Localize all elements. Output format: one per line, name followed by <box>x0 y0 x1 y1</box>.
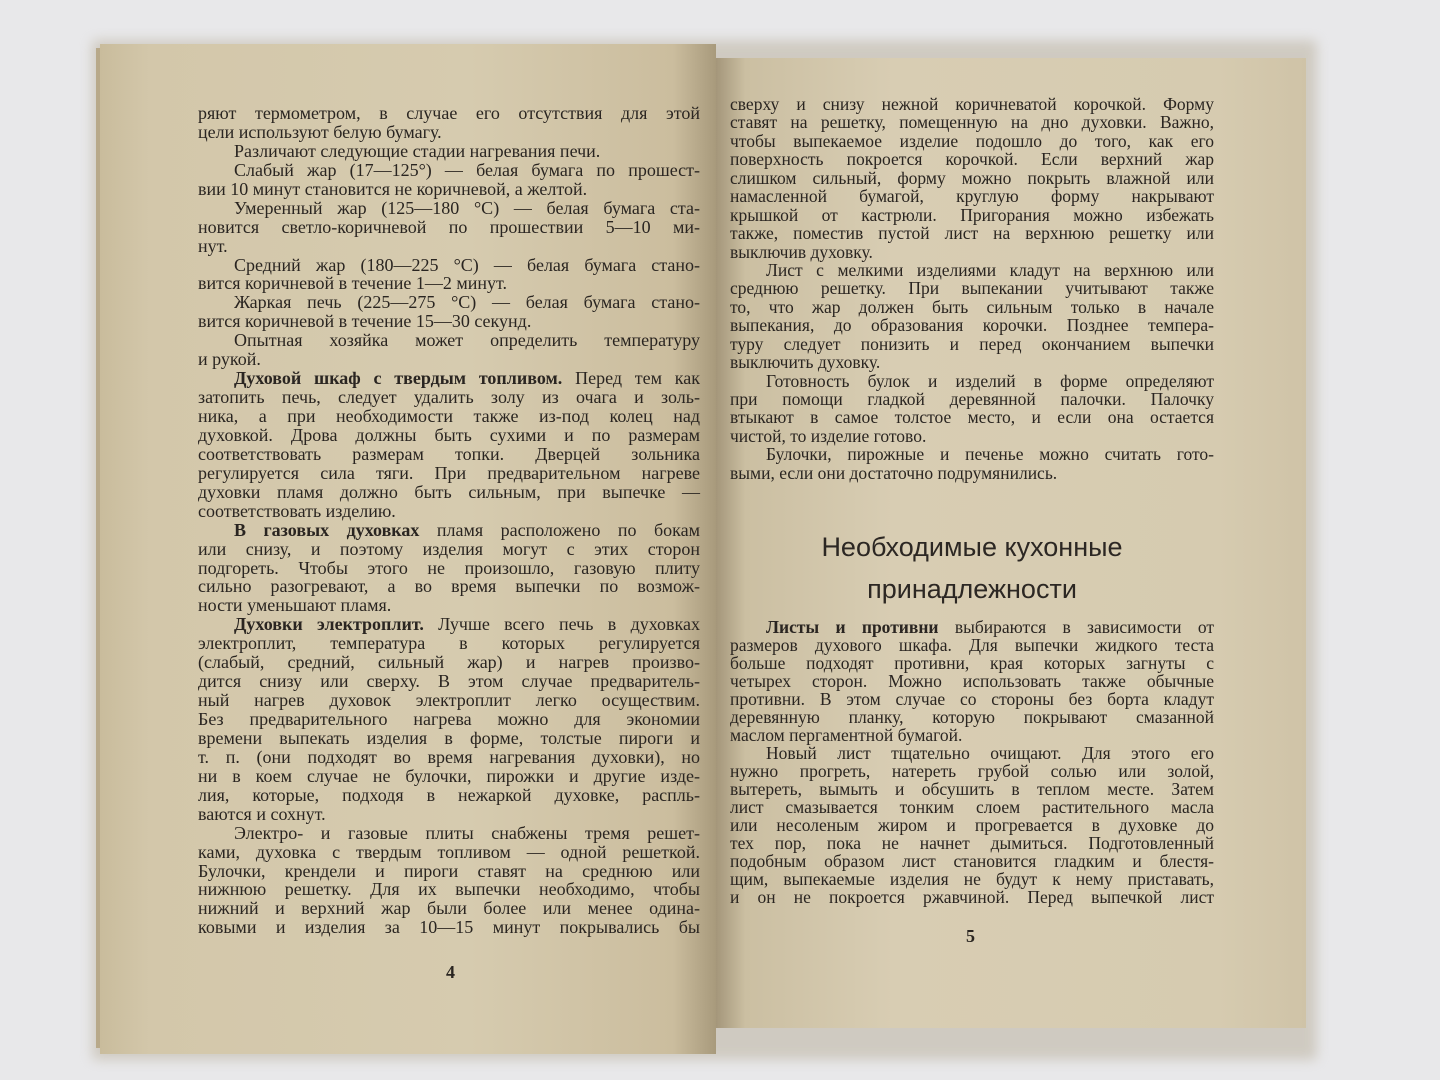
line-text: Новый лист тщательно очищают. Для этого его <box>766 743 1214 763</box>
text-line <box>198 293 700 312</box>
right-page-text-top <box>730 95 1214 482</box>
line-text: нижний и верхний жар были более или менее одина- <box>198 898 700 919</box>
line-text: ности уменьшают пламя. <box>198 595 392 616</box>
text-line <box>198 729 700 748</box>
line-text: Готовность булок и изделий в форме определяют <box>766 370 1214 391</box>
text-line <box>198 634 700 653</box>
line-text: времени выпекать изделия в форме, толстые пироги и <box>198 727 700 748</box>
text-line <box>730 726 1214 744</box>
text-line <box>198 843 700 862</box>
bold-run-in-heading: Духовки электроплит. <box>234 614 424 635</box>
line-text: Перед тем как <box>562 368 700 389</box>
text-line <box>730 335 1214 353</box>
line-text: щим, выпекаемые изделия не будут к нему приставать, <box>730 869 1214 889</box>
line-text: (слабый, средний, сильный жар) и нагрев произво- <box>198 652 700 673</box>
line-text: и рукой. <box>198 349 261 370</box>
line-text: Без предварительного нагрева можно для экономии <box>198 709 700 729</box>
line-text: сверху и снизу нежной коричневатой корочкой. Форму <box>730 94 1214 114</box>
text-line <box>730 206 1214 224</box>
line-text: вится коричневой в течение 15—30 секунд. <box>198 311 532 332</box>
text-line <box>730 654 1214 672</box>
text-line <box>730 762 1214 780</box>
text-line <box>730 187 1214 205</box>
text-line <box>198 274 700 293</box>
bold-run-in-heading: Духовой шкаф с твердым топливом. <box>234 368 563 389</box>
text-line <box>198 577 700 596</box>
line-text: Умеренный жар (125—180 °С) — белая бумага ста- <box>234 197 700 218</box>
text-line <box>198 199 700 218</box>
line-text: ряют термометром, в случае его отсутствия для этой <box>198 103 700 123</box>
text-line <box>198 596 700 615</box>
line-text: Лист с мелкими изделиями кладут на верхнюю или <box>766 259 1214 280</box>
text-line <box>198 123 700 142</box>
line-text: сильно разогревают, а во время выпечки по возмож- <box>198 576 700 597</box>
text-line <box>730 353 1214 371</box>
text-line <box>198 142 700 161</box>
line-text: чистой, то изделие готово. <box>730 425 927 446</box>
line-text: тех пор, пока не начнет дымиться. Подготовленный <box>730 833 1214 853</box>
text-line <box>198 653 700 672</box>
right-page-text-bottom <box>730 618 1214 906</box>
text-line <box>730 780 1214 798</box>
text-line <box>198 218 700 237</box>
line-text: четырех сторон. Можно использовать также обычные <box>730 671 1214 691</box>
line-text: электроплит, температура в которых регулируется <box>198 633 700 654</box>
line-text: противни. В этом случае со стороны без борта кладут <box>730 689 1214 709</box>
text-line <box>198 256 700 275</box>
text-line <box>730 888 1214 906</box>
line-text: поверхность покроется корочкой. Если верхний жар <box>730 149 1214 170</box>
line-text: ваются и сохнут. <box>198 803 326 824</box>
text-line <box>730 298 1214 316</box>
line-text: вится коричневой в течение 1—2 минут. <box>198 273 508 294</box>
line-text: нут. <box>198 235 228 256</box>
text-line <box>198 672 700 691</box>
line-text: соответствовать размерам топки. Дверцей зольника <box>198 443 700 464</box>
line-text: или несоленым жиром и прогревается в духовке до <box>730 815 1214 835</box>
text-line <box>730 224 1214 242</box>
text-line <box>730 169 1214 187</box>
text-line <box>730 708 1214 726</box>
text-line <box>730 464 1214 482</box>
text-line <box>730 834 1214 852</box>
text-line <box>198 710 700 729</box>
line-text: подгореть. Чтобы этого не произошло, газовую плиту <box>198 557 700 578</box>
text-line <box>730 279 1214 297</box>
text-line <box>198 521 700 540</box>
text-line <box>198 786 700 805</box>
line-text: намасленной бумагой, круглую форму накрывают <box>730 186 1214 207</box>
text-line <box>198 161 700 180</box>
text-line <box>730 150 1214 168</box>
line-text: ставят на решетку, помещенную на дно духовки. Важно, <box>730 112 1214 133</box>
line-text: то, что жар должен быть сильным только в начале <box>730 296 1214 317</box>
text-line <box>730 390 1214 408</box>
text-line <box>198 748 700 767</box>
line-text: чтобы выпекаемое изделие подошло до того, как его <box>730 130 1214 151</box>
text-line <box>730 243 1214 261</box>
page-number-right: 5 <box>966 926 975 946</box>
text-line <box>730 372 1214 390</box>
line-text: втыкают в самое толстое место, и если она остается <box>730 407 1214 428</box>
text-line <box>730 744 1214 762</box>
text-line <box>198 388 700 407</box>
text-line <box>730 408 1214 426</box>
line-text: и он не покроется ржавчиной. Перед выпечкой лист <box>730 887 1214 907</box>
text-line <box>198 407 700 426</box>
text-line <box>198 767 700 786</box>
line-text: Электро- и газовые плиты снабжены тремя решет- <box>234 822 700 843</box>
line-text: Булочки, пирожные и печенье можно считать гото- <box>766 444 1214 465</box>
line-text: ный нагрев духовок электроплит легко осуществим. <box>198 690 700 711</box>
line-text: лист смазывается тонким слоем растительного масла <box>730 797 1214 817</box>
text-line <box>198 540 700 559</box>
text-line <box>730 852 1214 870</box>
bold-run-in-heading: Листы и противни <box>766 617 939 637</box>
line-text: духовкой. Дрова должны быть сухими и по размерам <box>198 424 700 445</box>
text-line <box>198 862 700 881</box>
line-text: лия, которые, подходя в нежаркой духовке, распль- <box>198 784 700 805</box>
line-text: Жаркая печь (225—275 °С) — белая бумага стано- <box>234 292 700 313</box>
line-text: затопить печь, следует удалить золу из очага и золь- <box>198 387 700 408</box>
line-text: ками, духовка с твердым топливом — одной решеткой. <box>198 841 700 862</box>
text-line <box>730 798 1214 816</box>
text-line <box>198 180 700 199</box>
text-line <box>730 690 1214 708</box>
text-line <box>730 95 1214 113</box>
line-text: духовки пламя должно быть сильным, при выпечке — <box>198 481 700 502</box>
text-line <box>730 870 1214 888</box>
text-line <box>730 672 1214 690</box>
line-text: выключив духовку. <box>730 241 873 262</box>
line-text: выми, если они достаточно подрумянились. <box>730 462 1058 483</box>
page-number-left: 4 <box>446 962 455 982</box>
text-line <box>730 113 1214 131</box>
text-line <box>198 331 700 350</box>
text-line <box>198 483 700 502</box>
line-text: ковыми и изделия за 10—15 минут покрывались бы <box>198 917 700 938</box>
text-line <box>198 312 700 331</box>
text-line <box>198 615 700 634</box>
text-line <box>730 445 1214 463</box>
line-text: выбираются в зависимости от <box>938 617 1214 637</box>
line-text: Опытная хозяйка может определить температуру <box>234 330 700 351</box>
line-text: среднюю решетку. При выпекании учитывают также <box>730 278 1214 299</box>
line-text: больше подходят противни, края которых загнуты с <box>730 653 1214 673</box>
line-text: цели используют белую бумагу. <box>198 121 442 142</box>
text-line <box>730 261 1214 279</box>
line-text: регулируется сила тяги. При предварительном нагреве <box>198 462 700 483</box>
line-text: размеров духового шкафа. Для выпечки жидкого теста <box>730 635 1214 655</box>
line-text: маслом пергаментной бумагой. <box>730 725 963 745</box>
line-text: также, поместив пустой лист на верхнюю решетку или <box>730 223 1214 244</box>
line-text: т. п. (они подходят во время нагревания духовки), но <box>198 746 700 767</box>
text-line <box>198 445 700 464</box>
line-text: дится снизу или сверху. В этом случае предваритель- <box>198 671 700 692</box>
line-text: ни в коем случае не булочки, пирожки и другие изде- <box>198 765 700 786</box>
line-text: Различают следующие стадии нагревания печи. <box>234 140 601 161</box>
line-text: Булочки, крендели и пироги ставят на среднюю или <box>198 860 700 881</box>
bold-run-in-heading: В газовых духовках <box>234 519 420 540</box>
text-line <box>198 899 700 918</box>
line-text: слишком сильный, форму можно покрыть влажной или <box>730 167 1214 188</box>
line-text: нижнюю решетку. Для их выпечки необходимо, чтобы <box>198 879 700 900</box>
line-text: нужно прогреть, натереть грубой солью или золой, <box>730 761 1214 781</box>
left-page-text <box>198 104 700 937</box>
text-line <box>198 918 700 937</box>
line-text: крышкой от кастрюли. Пригорания можно избежать <box>730 204 1214 225</box>
line-text: ника, а при необходимости также из-под колец над <box>198 406 700 426</box>
line-text: пламя расположено по бокам <box>419 519 700 540</box>
text-line <box>198 104 700 123</box>
text-line <box>730 618 1214 636</box>
line-text: соответствовать изделию. <box>198 500 396 521</box>
text-line <box>198 502 700 521</box>
line-text: вытереть, вымыть и обсушить в теплом месте. Затем <box>730 779 1214 799</box>
line-text: или снизу, и поэтому изделия могут с этих сторон <box>198 538 700 559</box>
text-line <box>198 805 700 824</box>
line-text: деревянную планку, которую покрывают смазанной <box>730 707 1214 727</box>
line-text: подобным образом лист становится гладким и блестя- <box>730 851 1214 871</box>
text-line <box>198 237 700 256</box>
text-line <box>730 316 1214 334</box>
text-line <box>730 816 1214 834</box>
text-line <box>198 464 700 483</box>
text-line <box>198 880 700 899</box>
section-heading-line-2: принадлежности <box>867 574 1077 604</box>
line-text: при помощи гладкой деревянной палочки. Палочку <box>730 389 1214 409</box>
text-line <box>730 427 1214 445</box>
line-text: вии 10 минут становится не коричневой, а желтой. <box>198 178 588 199</box>
line-text: выпекания, до образования корочки. Позднее темпера- <box>730 315 1214 336</box>
line-text: Слабый жар (17—125°) — белая бумага по прошест- <box>234 159 700 180</box>
line-text: Средний жар (180—225 °С) — белая бумага стано- <box>234 254 700 275</box>
text-line <box>198 350 700 369</box>
line-text: новится светло-коричневой по прошествии 5—10 ми- <box>198 216 700 237</box>
text-line <box>198 691 700 710</box>
text-line <box>730 132 1214 150</box>
text-line <box>730 636 1214 654</box>
text-line <box>198 426 700 445</box>
text-line <box>198 824 700 843</box>
section-heading-line-1: Необходимые кухонные <box>821 532 1123 562</box>
line-text: туру следует понизить и перед окончанием выпечки <box>730 333 1214 354</box>
line-text: Лучше всего печь в духовках <box>423 614 701 635</box>
text-line <box>198 559 700 578</box>
text-line <box>198 369 700 388</box>
line-text: выключить духовку. <box>730 352 881 373</box>
